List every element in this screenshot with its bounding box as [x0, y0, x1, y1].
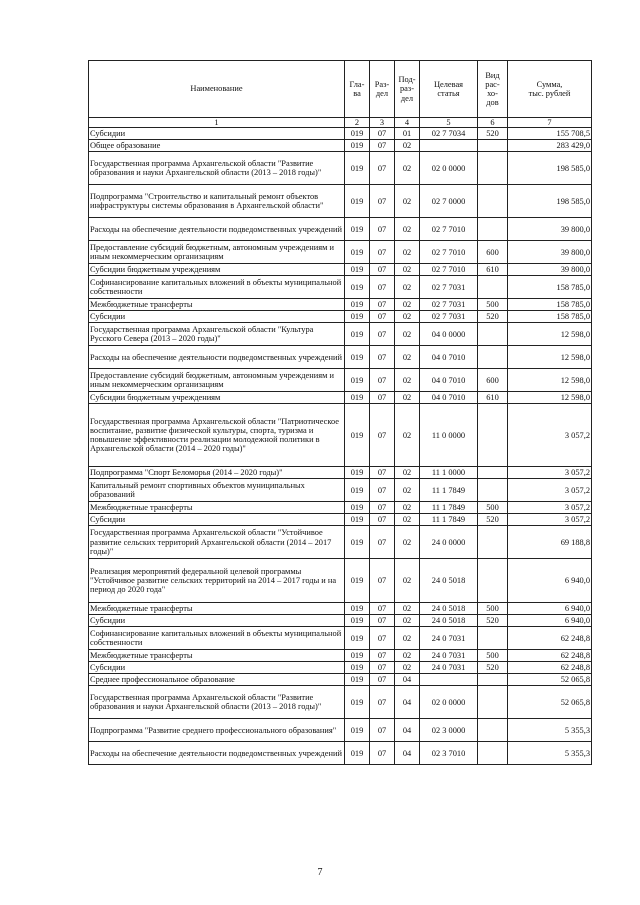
table-row — [89, 650, 592, 662]
row-name-cell: Межбюджетные трансферты — [89, 299, 345, 311]
table-row — [89, 514, 592, 526]
row-chapter-cell: 019 — [345, 346, 370, 369]
row-section-cell: 07 — [370, 185, 395, 218]
table-row — [89, 264, 592, 276]
row-section-cell: 07 — [370, 218, 395, 241]
row-section-cell: 07 — [370, 674, 395, 686]
row-section-cell: 07 — [370, 627, 395, 650]
row-name-cell: Расходы на обеспечение деятельности подведомственных учреждений — [89, 346, 345, 369]
row-exp-type-cell — [478, 323, 508, 346]
col-number: 4 — [395, 118, 420, 128]
row-target-cell — [420, 674, 478, 686]
row-chapter-cell: 019 — [345, 128, 370, 140]
row-section-cell: 07 — [370, 276, 395, 299]
row-name-cell: Межбюджетные трансферты — [89, 502, 345, 514]
row-exp-type-cell: 520 — [478, 128, 508, 140]
row-subsection-cell: 02 — [395, 346, 420, 369]
row-sum-cell: 69 188,8 — [508, 526, 592, 559]
row-exp-type-cell — [478, 152, 508, 185]
row-section-cell: 07 — [370, 514, 395, 526]
row-chapter-cell: 019 — [345, 559, 370, 603]
table-row — [89, 311, 592, 323]
row-name-cell: Капитальный ремонт спортивных объектов муниципальных образований — [89, 479, 345, 502]
row-subsection-cell: 01 — [395, 128, 420, 140]
row-section-cell: 07 — [370, 526, 395, 559]
col-number: 7 — [508, 118, 592, 128]
row-chapter-cell: 019 — [345, 526, 370, 559]
row-subsection-cell: 02 — [395, 627, 420, 650]
row-chapter-cell: 019 — [345, 502, 370, 514]
table-row — [89, 502, 592, 514]
row-sum-cell: 12 598,0 — [508, 346, 592, 369]
row-exp-type-cell — [478, 742, 508, 765]
page-number: 7 — [317, 867, 323, 878]
row-target-cell — [420, 140, 478, 152]
row-sum-cell: 52 065,8 — [508, 686, 592, 719]
row-section-cell: 07 — [370, 404, 395, 467]
col-number: 5 — [420, 118, 478, 128]
row-chapter-cell: 019 — [345, 299, 370, 311]
row-section-cell: 07 — [370, 686, 395, 719]
row-exp-type-cell — [478, 346, 508, 369]
row-exp-type-cell — [478, 218, 508, 241]
col-header-chapter: Гла- ва — [345, 61, 370, 118]
row-chapter-cell: 019 — [345, 392, 370, 404]
table-row — [89, 719, 592, 742]
row-exp-type-cell: 500 — [478, 650, 508, 662]
row-name-cell: Государственная программа Архангельской области "Устойчивое развитие сельских территорий Архангельской области (2014 – 2017 годы)" — [89, 526, 345, 559]
row-target-cell: 24 0 5018 — [420, 559, 478, 603]
row-target-cell: 24 0 7031 — [420, 627, 478, 650]
row-target-cell: 11 1 0000 — [420, 467, 478, 479]
row-subsection-cell: 02 — [395, 218, 420, 241]
row-chapter-cell: 019 — [345, 241, 370, 264]
table-row — [89, 627, 592, 650]
table-row — [89, 369, 592, 392]
row-subsection-cell: 02 — [395, 276, 420, 299]
row-sum-cell: 39 800,0 — [508, 241, 592, 264]
row-subsection-cell: 02 — [395, 502, 420, 514]
row-name-cell: Государственная программа Архангельской области "Патриотическое воспитание, развитие физической культуры, спорта, туризма и повышение эффективности реализации молодежной политики в Архангельской области (2014 – 2020 годы)" — [89, 404, 345, 467]
row-exp-type-cell — [478, 719, 508, 742]
row-name-cell: Реализация мероприятий федеральной целевой программы "Устойчивое развитие сельских территорий на 2014 – 2017 годы и на период до 2020 года" — [89, 559, 345, 603]
row-subsection-cell: 04 — [395, 719, 420, 742]
row-chapter-cell: 019 — [345, 603, 370, 615]
table-row — [89, 615, 592, 627]
row-section-cell: 07 — [370, 323, 395, 346]
row-target-cell: 02 7 7031 — [420, 276, 478, 299]
row-target-cell: 24 0 0000 — [420, 526, 478, 559]
row-section-cell: 07 — [370, 140, 395, 152]
row-subsection-cell: 02 — [395, 299, 420, 311]
row-target-cell: 02 7 7010 — [420, 218, 478, 241]
row-chapter-cell: 019 — [345, 152, 370, 185]
row-subsection-cell: 02 — [395, 559, 420, 603]
row-section-cell: 07 — [370, 650, 395, 662]
row-section-cell: 07 — [370, 264, 395, 276]
column-number-row — [89, 118, 592, 128]
col-header-target: Целевая статья — [420, 61, 478, 118]
row-section-cell: 07 — [370, 346, 395, 369]
table-row — [89, 526, 592, 559]
row-chapter-cell: 019 — [345, 615, 370, 627]
row-subsection-cell: 02 — [395, 479, 420, 502]
row-chapter-cell: 019 — [345, 185, 370, 218]
row-name-cell: Субсидии — [89, 615, 345, 627]
row-target-cell: 24 0 5018 — [420, 615, 478, 627]
row-sum-cell: 62 248,8 — [508, 650, 592, 662]
row-target-cell: 02 0 0000 — [420, 152, 478, 185]
table-row — [89, 662, 592, 674]
row-chapter-cell: 019 — [345, 650, 370, 662]
table-row — [89, 152, 592, 185]
row-target-cell: 02 7 7031 — [420, 311, 478, 323]
row-exp-type-cell — [478, 467, 508, 479]
row-name-cell: Расходы на обеспечение деятельности подведомственных учреждений — [89, 218, 345, 241]
row-section-cell: 07 — [370, 742, 395, 765]
row-section-cell: 07 — [370, 392, 395, 404]
row-subsection-cell: 02 — [395, 185, 420, 218]
row-subsection-cell: 02 — [395, 140, 420, 152]
row-target-cell: 24 0 7031 — [420, 650, 478, 662]
row-name-cell: Субсидии — [89, 128, 345, 140]
table-row — [89, 479, 592, 502]
row-section-cell: 07 — [370, 299, 395, 311]
table-row — [89, 392, 592, 404]
row-sum-cell: 6 940,0 — [508, 603, 592, 615]
budget-table — [88, 60, 592, 765]
table-row — [89, 218, 592, 241]
row-chapter-cell: 019 — [345, 140, 370, 152]
col-number: 2 — [345, 118, 370, 128]
row-section-cell: 07 — [370, 152, 395, 185]
row-exp-type-cell — [478, 627, 508, 650]
row-exp-type-cell — [478, 140, 508, 152]
row-chapter-cell: 019 — [345, 467, 370, 479]
table-row — [89, 742, 592, 765]
table-row — [89, 128, 592, 140]
row-exp-type-cell — [478, 404, 508, 467]
row-target-cell: 02 0 0000 — [420, 686, 478, 719]
table-row — [89, 140, 592, 152]
row-sum-cell: 3 057,2 — [508, 479, 592, 502]
table-row — [89, 323, 592, 346]
row-sum-cell: 158 785,0 — [508, 311, 592, 323]
row-exp-type-cell — [478, 276, 508, 299]
row-sum-cell: 39 800,0 — [508, 264, 592, 276]
row-subsection-cell: 02 — [395, 311, 420, 323]
row-section-cell: 07 — [370, 615, 395, 627]
row-section-cell: 07 — [370, 311, 395, 323]
table-row — [89, 467, 592, 479]
row-name-cell: Софинансирование капитальных вложений в объекты муниципальной собственности — [89, 627, 345, 650]
row-target-cell: 24 0 7031 — [420, 662, 478, 674]
row-exp-type-cell: 500 — [478, 603, 508, 615]
row-subsection-cell: 02 — [395, 615, 420, 627]
row-target-cell: 02 7 0000 — [420, 185, 478, 218]
row-name-cell: Подпрограмма "Строительство и капитальный ремонт объектов инфраструктуры системы образования в Архангельской области" — [89, 185, 345, 218]
row-sum-cell: 39 800,0 — [508, 218, 592, 241]
table-row — [89, 603, 592, 615]
table-row — [89, 674, 592, 686]
row-subsection-cell: 02 — [395, 650, 420, 662]
row-sum-cell: 155 708,5 — [508, 128, 592, 140]
col-number: 1 — [89, 118, 345, 128]
row-name-cell: Предоставление субсидий бюджетным, автономным учреждениям и иным некоммерческим организациям — [89, 369, 345, 392]
row-section-cell: 07 — [370, 241, 395, 264]
row-name-cell: Среднее профессиональное образование — [89, 674, 345, 686]
row-target-cell: 02 7 7034 — [420, 128, 478, 140]
row-name-cell: Софинансирование капитальных вложений в объекты муниципальной собственности — [89, 276, 345, 299]
row-section-cell: 07 — [370, 369, 395, 392]
row-section-cell: 07 — [370, 502, 395, 514]
row-section-cell: 07 — [370, 662, 395, 674]
row-exp-type-cell: 500 — [478, 299, 508, 311]
row-exp-type-cell: 610 — [478, 392, 508, 404]
row-target-cell: 02 7 7031 — [420, 299, 478, 311]
row-chapter-cell: 019 — [345, 264, 370, 276]
table-row — [89, 404, 592, 467]
row-target-cell: 02 7 7010 — [420, 264, 478, 276]
row-sum-cell: 3 057,2 — [508, 404, 592, 467]
row-exp-type-cell: 520 — [478, 311, 508, 323]
row-target-cell: 02 3 0000 — [420, 719, 478, 742]
row-chapter-cell: 019 — [345, 276, 370, 299]
row-exp-type-cell: 520 — [478, 514, 508, 526]
row-name-cell: Государственная программа Архангельской области "Развитие образования и науки Архангельской области (2013 – 2018 годы)" — [89, 152, 345, 185]
row-sum-cell: 5 355,3 — [508, 719, 592, 742]
row-sum-cell: 62 248,8 — [508, 662, 592, 674]
row-subsection-cell: 02 — [395, 264, 420, 276]
row-section-cell: 07 — [370, 719, 395, 742]
row-subsection-cell: 02 — [395, 392, 420, 404]
row-sum-cell: 158 785,0 — [508, 276, 592, 299]
row-exp-type-cell — [478, 526, 508, 559]
row-chapter-cell: 019 — [345, 674, 370, 686]
row-subsection-cell: 02 — [395, 404, 420, 467]
row-subsection-cell: 02 — [395, 152, 420, 185]
row-target-cell: 11 1 7849 — [420, 479, 478, 502]
row-chapter-cell: 019 — [345, 627, 370, 650]
row-sum-cell: 5 355,3 — [508, 742, 592, 765]
row-subsection-cell: 02 — [395, 603, 420, 615]
row-sum-cell: 3 057,2 — [508, 514, 592, 526]
table-body — [89, 128, 592, 765]
row-sum-cell: 283 429,0 — [508, 140, 592, 152]
table-row — [89, 241, 592, 264]
row-name-cell: Субсидии бюджетным учреждениям — [89, 264, 345, 276]
row-target-cell: 04 0 7010 — [420, 369, 478, 392]
row-name-cell: Межбюджетные трансферты — [89, 603, 345, 615]
row-exp-type-cell: 520 — [478, 662, 508, 674]
row-target-cell: 04 0 7010 — [420, 392, 478, 404]
row-chapter-cell: 019 — [345, 719, 370, 742]
col-header-sum: Сумма, тыс. рублей — [508, 61, 592, 118]
row-subsection-cell: 02 — [395, 467, 420, 479]
row-target-cell: 11 1 7849 — [420, 514, 478, 526]
row-target-cell: 24 0 5018 — [420, 603, 478, 615]
row-name-cell: Субсидии — [89, 662, 345, 674]
row-name-cell: Субсидии — [89, 311, 345, 323]
row-subsection-cell: 02 — [395, 662, 420, 674]
col-header-subsection: Под- раз- дел — [395, 61, 420, 118]
col-header-exp-type: Вид рас- хо- дов — [478, 61, 508, 118]
row-chapter-cell: 019 — [345, 662, 370, 674]
row-target-cell: 11 1 7849 — [420, 502, 478, 514]
table-row — [89, 346, 592, 369]
row-target-cell: 02 3 7010 — [420, 742, 478, 765]
col-header-section: Раз- дел — [370, 61, 395, 118]
row-exp-type-cell: 500 — [478, 502, 508, 514]
row-name-cell: Государственная программа Архангельской области "Развитие образования и науки Архангельской области (2013 – 2018 годы)" — [89, 686, 345, 719]
row-sum-cell: 62 248,8 — [508, 627, 592, 650]
row-name-cell: Межбюджетные трансферты — [89, 650, 345, 662]
row-sum-cell: 3 057,2 — [508, 467, 592, 479]
row-section-cell: 07 — [370, 467, 395, 479]
row-name-cell: Субсидии бюджетным учреждениям — [89, 392, 345, 404]
row-subsection-cell: 02 — [395, 526, 420, 559]
row-name-cell: Подпрограмма "Развитие среднего профессионального образования" — [89, 719, 345, 742]
row-exp-type-cell: 610 — [478, 264, 508, 276]
row-subsection-cell: 02 — [395, 241, 420, 264]
row-subsection-cell: 04 — [395, 742, 420, 765]
row-exp-type-cell — [478, 479, 508, 502]
row-name-cell: Общее образование — [89, 140, 345, 152]
header-row — [89, 61, 592, 118]
row-name-cell: Государственная программа Архангельской области "Культура Русского Севера (2013 – 2020 годы)" — [89, 323, 345, 346]
col-number: 6 — [478, 118, 508, 128]
row-subsection-cell: 02 — [395, 323, 420, 346]
row-sum-cell: 198 585,0 — [508, 152, 592, 185]
row-sum-cell: 6 940,0 — [508, 615, 592, 627]
row-subsection-cell: 02 — [395, 514, 420, 526]
row-sum-cell: 12 598,0 — [508, 323, 592, 346]
row-section-cell: 07 — [370, 603, 395, 615]
row-exp-type-cell: 520 — [478, 615, 508, 627]
row-chapter-cell: 019 — [345, 218, 370, 241]
row-target-cell: 02 7 7010 — [420, 241, 478, 264]
row-target-cell: 04 0 0000 — [420, 323, 478, 346]
row-chapter-cell: 019 — [345, 686, 370, 719]
row-section-cell: 07 — [370, 128, 395, 140]
row-target-cell: 04 0 7010 — [420, 346, 478, 369]
table-row — [89, 299, 592, 311]
row-name-cell: Субсидии — [89, 514, 345, 526]
row-sum-cell: 3 057,2 — [508, 502, 592, 514]
table-row — [89, 185, 592, 218]
col-header-name: Наименование — [89, 61, 345, 118]
row-sum-cell: 12 598,0 — [508, 392, 592, 404]
row-exp-type-cell — [478, 185, 508, 218]
row-name-cell: Подпрограмма "Спорт Беломорья (2014 – 2020 годы)" — [89, 467, 345, 479]
row-sum-cell: 12 598,0 — [508, 369, 592, 392]
row-exp-type-cell — [478, 686, 508, 719]
row-name-cell: Расходы на обеспечение деятельности подведомственных учреждений — [89, 742, 345, 765]
row-sum-cell: 158 785,0 — [508, 299, 592, 311]
row-chapter-cell: 019 — [345, 479, 370, 502]
row-sum-cell: 6 940,0 — [508, 559, 592, 603]
row-exp-type-cell — [478, 559, 508, 603]
col-number: 3 — [370, 118, 395, 128]
row-exp-type-cell: 600 — [478, 241, 508, 264]
row-exp-type-cell — [478, 674, 508, 686]
row-subsection-cell: 04 — [395, 674, 420, 686]
row-target-cell: 11 0 0000 — [420, 404, 478, 467]
row-chapter-cell: 019 — [345, 742, 370, 765]
row-sum-cell: 198 585,0 — [508, 185, 592, 218]
table-row — [89, 276, 592, 299]
row-section-cell: 07 — [370, 479, 395, 502]
row-chapter-cell: 019 — [345, 404, 370, 467]
row-chapter-cell: 019 — [345, 369, 370, 392]
row-section-cell: 07 — [370, 559, 395, 603]
row-name-cell: Предоставление субсидий бюджетным, автономным учреждениям и иным некоммерческим организациям — [89, 241, 345, 264]
row-chapter-cell: 019 — [345, 311, 370, 323]
row-subsection-cell: 04 — [395, 686, 420, 719]
row-subsection-cell: 02 — [395, 369, 420, 392]
row-exp-type-cell: 600 — [478, 369, 508, 392]
row-chapter-cell: 019 — [345, 514, 370, 526]
row-sum-cell: 52 065,8 — [508, 674, 592, 686]
table-row — [89, 686, 592, 719]
table-row — [89, 559, 592, 603]
row-chapter-cell: 019 — [345, 323, 370, 346]
